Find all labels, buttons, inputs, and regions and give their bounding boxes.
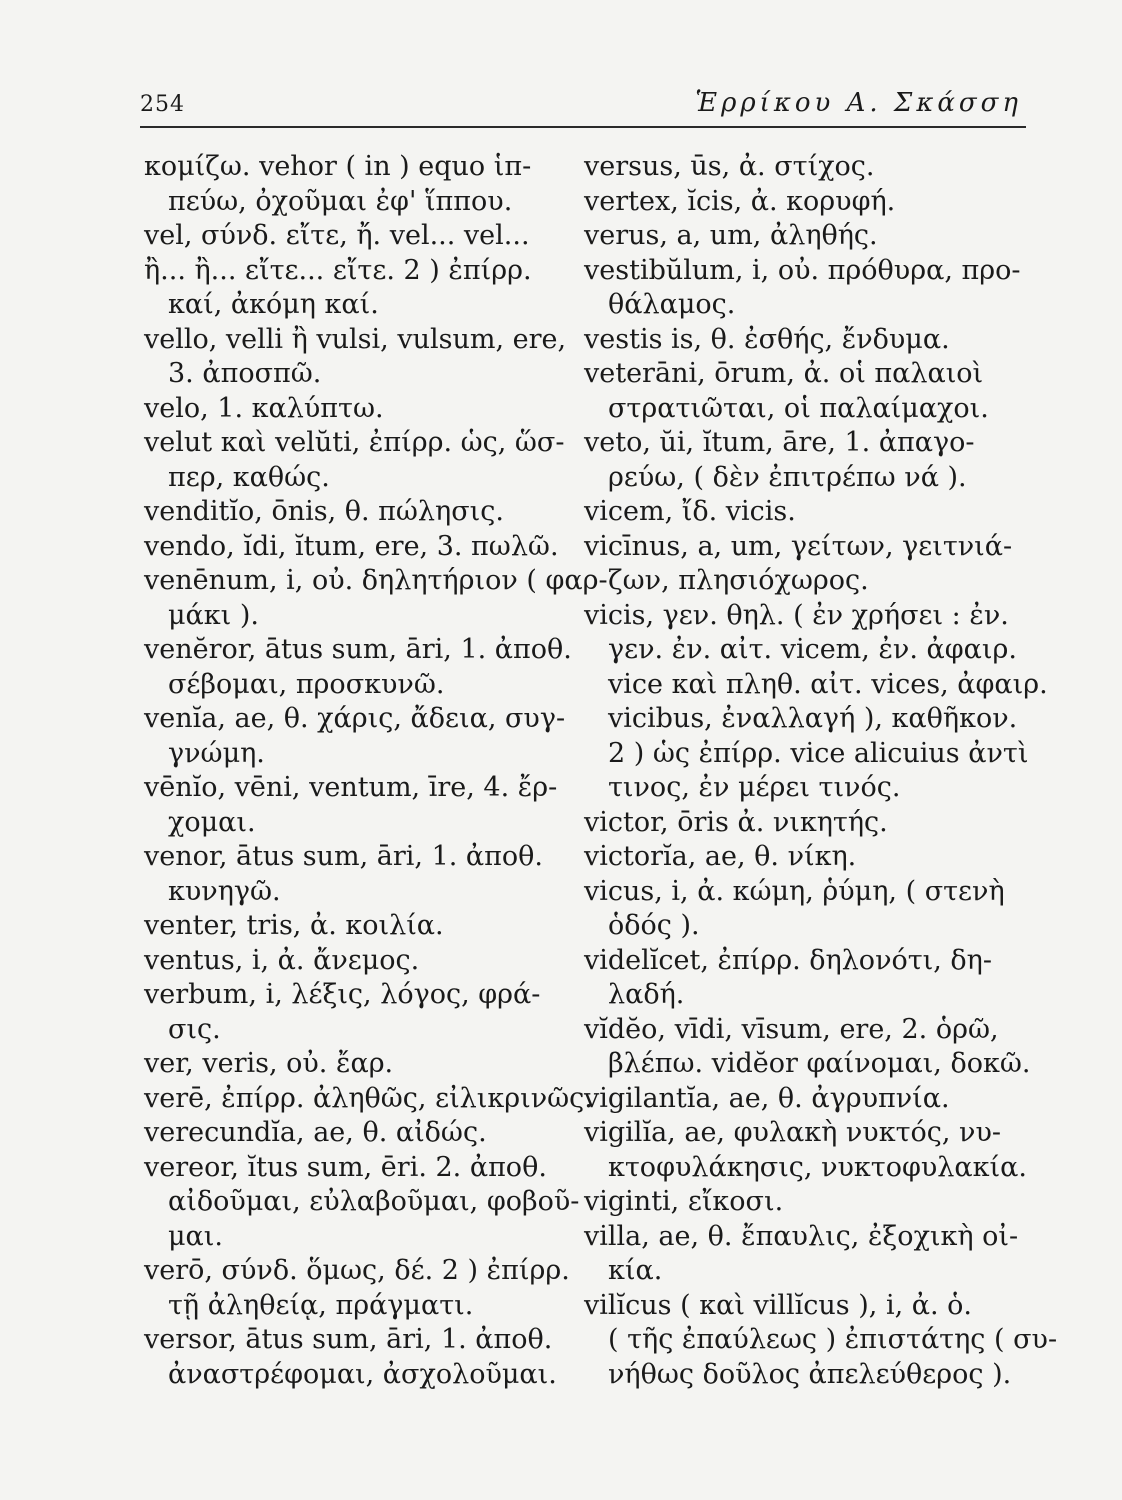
dictionary-line: ζων, πλησιόχωρος. [608, 565, 869, 596]
dictionary-line: ἢ... ἢ... εἴτε... εἴτε. 2 ) ἐπίρρ. [144, 254, 532, 286]
right-column [584, 150, 1058, 1392]
dictionary-line: μαι. [168, 1220, 223, 1252]
dictionary-line: venditĭo, ōnis, θ. πώλησις. [144, 496, 504, 527]
page-number: 254 [140, 92, 185, 117]
dictionary-line: κομίζω. vehor ( in ) equo ἱπ- [144, 151, 532, 182]
dictionary-line: verecundĭa, ae, θ. αἰδώς. [144, 1117, 487, 1148]
dictionary-line: περ, καθώς. [168, 461, 330, 493]
dictionary-line: velo, 1. καλύπτω. [144, 392, 384, 424]
dictionary-line: vice καὶ πληθ. αἰτ. vices, ἀφαιρ. [608, 668, 1048, 700]
dictionary-line: vicis, γεν. θηλ. ( ἐν χρήσει : ἐν. [584, 599, 1009, 631]
dictionary-line: μάκι ). [168, 599, 259, 631]
dictionary-line: πεύω, ὀχοῦμαι ἐφ' ἵππου. [168, 185, 513, 217]
dictionary-line: vestibŭlum, i, οὐ. πρόθυρα, προ- [584, 254, 1021, 286]
page-header [140, 82, 1022, 122]
dictionary-line: venēnum, i, οὐ. δηλητήριον ( φαρ- [144, 565, 608, 596]
dictionary-line: vicus, i, ἀ. κώμη, ῥύμη, ( στενὴ [584, 875, 1005, 907]
left-column [144, 150, 608, 1392]
dictionary-line: villa, ae, θ. ἔπαυλις, ἐξοχικὴ οἰ- [584, 1220, 1019, 1252]
dictionary-line: verbum, i, λέξις, λόγος, φρά- [144, 979, 541, 1010]
dictionary-line: vicem, ἴδ. vicis. [584, 496, 796, 527]
dictionary-line: vestis is, θ. ἐσθής, ἔνδυμα. [584, 323, 950, 355]
dictionary-line: vigilantĭa, ae, θ. ἀγρυπνία. [584, 1082, 950, 1114]
dictionary-line: ( τῆς ἐπαύλεως ) ἐπιστάτης ( συ- [608, 1324, 1058, 1355]
dictionary-line: verō, σύνδ. ὅμως, δέ. 2 ) ἐπίρρ. [144, 1255, 570, 1286]
header-rule [140, 126, 1026, 128]
dictionary-line: στρατιῶται, οἱ παλαίμαχοι. [608, 392, 989, 424]
dictionary-line: σέβομαι, προσκυνῶ. [168, 668, 445, 700]
dictionary-line: χομαι. [168, 806, 256, 838]
dictionary-line: veterāni, ōrum, ἀ. οἱ παλαιοὶ [584, 358, 984, 389]
dictionary-line: venĕror, ātus sum, āri, 1. ἀποθ. [144, 634, 572, 665]
dictionary-line: τῇ ἀληθείᾳ, πράγματι. [168, 1289, 474, 1321]
dictionary-line: 2 ) ὡς ἐπίρρ. vice alicuius ἀντὶ [608, 737, 1029, 769]
dictionary-line: versus, ūs, ἀ. στίχος. [584, 151, 875, 182]
dictionary-line: vicīnus, a, um, γείτων, γειτνιά- [584, 530, 1013, 562]
dictionary-line: σις. [168, 1013, 221, 1045]
dictionary-line: αἰδοῦμαι, εὐλαβοῦμαι, φοβοῦ- [168, 1186, 580, 1217]
dictionary-line: vēnĭo, vēni, ventum, īre, 4. ἔρ- [144, 772, 558, 803]
dictionary-line: venĭa, ae, θ. χάρις, ἄδεια, συγ- [144, 703, 566, 734]
dictionary-line: ἀναστρέφομαι, ἀσχολοῦμαι. [168, 1358, 557, 1390]
dictionary-line: velut καὶ velŭti, ἐπίρρ. ὡς, ὥσ- [144, 427, 565, 458]
dictionary-line: τινος, ἐν μέρει τινός. [608, 772, 901, 803]
dictionary-line: κία. [608, 1255, 663, 1286]
dictionary-line: vertex, ĭcis, ἀ. κορυφή. [584, 185, 896, 217]
dictionary-line: βλέπω. vidĕor φαίνομαι, δοκῶ. [608, 1048, 1031, 1079]
dictionary-line: verē, ἐπίρρ. ἀληθῶς, εἰλικρινῶς. [144, 1082, 593, 1114]
dictionary-line: venter, tris, ἀ. κοιλία. [144, 910, 444, 941]
dictionary-line: vilĭcus ( καὶ villĭcus ), i, ἀ. ὁ. [584, 1289, 972, 1321]
dictionary-line: νήθως δοῦλος ἀπελεύθερος ). [608, 1358, 1012, 1390]
dictionary-line: vigilĭa, ae, φυλακὴ νυκτός, νυ- [584, 1117, 1002, 1148]
dictionary-line: vereor, ĭtus sum, ēri. 2. ἀποθ. [144, 1151, 547, 1183]
dictionary-line: γεν. ἐν. αἰτ. vicem, ἐν. ἀφαιρ. [608, 634, 1017, 665]
dictionary-line: κυνηγῶ. [168, 875, 281, 907]
dictionary-line: videlĭcet, ἐπίρρ. δηλονότι, δη- [584, 944, 992, 976]
dictionary-line: veto, ŭi, ĭtum, āre, 1. ἀπαγο- [584, 427, 975, 458]
dictionary-line: vello, velli ἢ vulsi, vulsum, ere, [144, 323, 567, 355]
dictionary-line: vel, σύνδ. εἴτε, ἤ. vel... vel... [144, 220, 530, 251]
dictionary-line: victorĭa, ae, θ. νίκη. [584, 841, 857, 872]
dictionary-line: γνώμη. [168, 737, 265, 769]
dictionary-line: ὁδός ). [608, 910, 700, 941]
dictionary-line: versor, ātus sum, āri, 1. ἀποθ. [144, 1324, 553, 1355]
dictionary-line: vicibus, ἐναλλαγή ), καθῆκον. [608, 703, 1018, 734]
dictionary-line: vendo, ĭdi, ĭtum, ere, 3. πωλῶ. [144, 530, 559, 562]
dictionary-line: καί, ἀκόμη καί. [168, 289, 379, 320]
dictionary-line: ventus, i, ἀ. ἄνεμος. [144, 944, 420, 976]
dictionary-line: vĭdĕo, vīdi, vīsum, ere, 2. ὁρῶ, [584, 1013, 999, 1045]
dictionary-line: 3. ἀποσπῶ. [168, 358, 322, 389]
dictionary-line: venor, ātus sum, āri, 1. ἀποθ. [144, 841, 543, 872]
dictionary-line: κτοφυλάκησις, νυκτοφυλακία. [608, 1151, 1027, 1183]
dictionary-line: λαδή. [608, 979, 685, 1010]
dictionary-line: viginti, εἴκοσι. [584, 1186, 784, 1217]
dictionary-line: ver, veris, οὐ. ἔαρ. [144, 1048, 394, 1079]
dictionary-line: ρεύω, ( δὲν ἐπιτρέπω νά ). [608, 461, 967, 493]
running-head: Ἑρρίκου Α. Σκάσση [695, 88, 1022, 118]
dictionary-line: θάλαμος. [608, 289, 736, 320]
dictionary-line: verus, a, um, ἀληθής. [584, 220, 878, 251]
dictionary-line: victor, ōris ἀ. νικητής. [584, 806, 888, 838]
